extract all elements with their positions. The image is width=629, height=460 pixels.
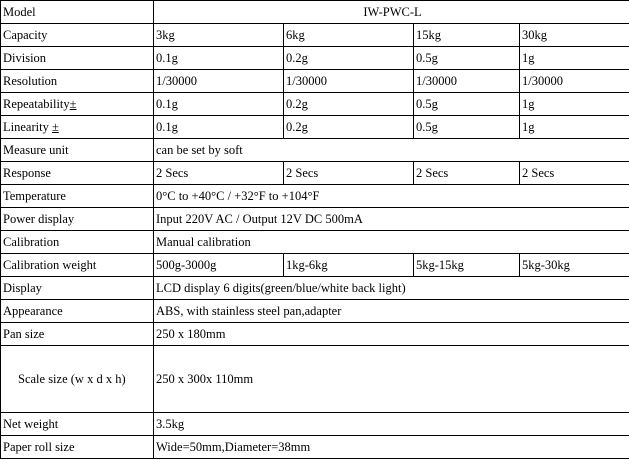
table-row-paper-roll-size	[1, 436, 629, 459]
pan-size-value: 250 x 180mm	[154, 323, 629, 346]
model-value: IW-PWC-L	[154, 1, 629, 24]
table-row-measure-unit	[1, 139, 629, 162]
row-label-calibration: Calibration	[1, 231, 154, 254]
table-row-temperature	[1, 185, 629, 208]
calibration-weight-cell: 5kg-30kg	[520, 254, 629, 277]
table-row-calibration	[1, 231, 629, 254]
resolution-cell: 1/30000	[284, 70, 414, 93]
row-label-model: Model	[1, 1, 154, 24]
display-value: LCD display 6 digits(green/blue/white back light)	[154, 277, 629, 300]
row-label-net-weight: Net weight	[1, 413, 154, 436]
calibration-value: Manual calibration	[154, 231, 629, 254]
scale-size-value: 250 x 300x 110mm	[154, 346, 629, 413]
row-label-measure-unit: Measure unit	[1, 139, 154, 162]
linearity-label-text: Linearity	[3, 120, 52, 134]
response-cell: 2 Secs	[520, 162, 629, 185]
table-row-net-weight	[1, 413, 629, 436]
row-label-power-display: Power display	[1, 208, 154, 231]
table-row-resolution	[1, 70, 629, 93]
row-label-calibration-weight: Calibration weight	[1, 254, 154, 277]
calibration-weight-cell: 1kg-6kg	[284, 254, 414, 277]
table-row-linearity	[1, 116, 629, 139]
response-cell: 2 Secs	[414, 162, 520, 185]
table-row-power-display	[1, 208, 629, 231]
row-label-paper-roll-size: Paper roll size	[1, 436, 154, 459]
repeatability-cell: 0.2g	[284, 93, 414, 116]
resolution-cell: 1/30000	[414, 70, 520, 93]
response-cell: 2 Secs	[284, 162, 414, 185]
capacity-cell: 15kg	[414, 24, 520, 47]
temperature-value: 0°C to +40°C / +32°F to +104°F	[154, 185, 629, 208]
division-cell: 0.1g	[154, 47, 284, 70]
division-cell: 1g	[520, 47, 629, 70]
row-label-linearity	[1, 116, 154, 139]
linearity-cell: 0.2g	[284, 116, 414, 139]
row-label-display: Display	[1, 277, 154, 300]
row-label-division: Division	[1, 47, 154, 70]
table-row-pan-size	[1, 323, 629, 346]
row-label-temperature: Temperature	[1, 185, 154, 208]
repeatability-cell: 0.1g	[154, 93, 284, 116]
capacity-cell: 6kg	[284, 24, 414, 47]
measure-unit-value: can be set by soft	[154, 139, 629, 162]
repeatability-label-text: Repeatability	[3, 97, 70, 111]
row-label-response: Response	[1, 162, 154, 185]
table-row-display	[1, 277, 629, 300]
net-weight-value: 3.5kg	[154, 413, 629, 436]
resolution-cell: 1/30000	[520, 70, 629, 93]
plus-minus-symbol: ±	[69, 97, 77, 111]
table-row-division	[1, 47, 629, 70]
linearity-cell: 0.5g	[414, 116, 520, 139]
table-row-model	[1, 1, 629, 24]
linearity-cell: 0.1g	[154, 116, 284, 139]
capacity-cell: 30kg	[520, 24, 629, 47]
division-cell: 0.2g	[284, 47, 414, 70]
table-row-appearance	[1, 300, 629, 323]
capacity-cell: 3kg	[154, 24, 284, 47]
row-label-resolution: Resolution	[1, 70, 154, 93]
table-row-scale-size	[1, 346, 629, 413]
response-cell: 2 Secs	[154, 162, 284, 185]
appearance-value: ABS, with stainless steel pan,adapter	[154, 300, 629, 323]
table-row-response	[1, 162, 629, 185]
row-label-pan-size: Pan size	[1, 323, 154, 346]
division-cell: 0.5g	[414, 47, 520, 70]
plus-minus-symbol: ±	[51, 120, 59, 134]
table-row-calibration-weight	[1, 254, 629, 277]
row-label-repeatability	[1, 93, 154, 116]
row-label-capacity: Capacity	[1, 24, 154, 47]
paper-roll-size-value: Wide=50mm,Diameter=38mm	[154, 436, 629, 459]
table-row-capacity	[1, 24, 629, 47]
row-label-scale-size: Scale size (w x d x h)	[1, 346, 154, 413]
power-display-value: Input 220V AC / Output 12V DC 500mA	[154, 208, 629, 231]
table-row-repeatability	[1, 93, 629, 116]
row-label-appearance: Appearance	[1, 300, 154, 323]
calibration-weight-cell: 500g-3000g	[154, 254, 284, 277]
resolution-cell: 1/30000	[154, 70, 284, 93]
calibration-weight-cell: 5kg-15kg	[414, 254, 520, 277]
linearity-cell: 1g	[520, 116, 629, 139]
repeatability-cell: 0.5g	[414, 93, 520, 116]
repeatability-cell: 1g	[520, 93, 629, 116]
